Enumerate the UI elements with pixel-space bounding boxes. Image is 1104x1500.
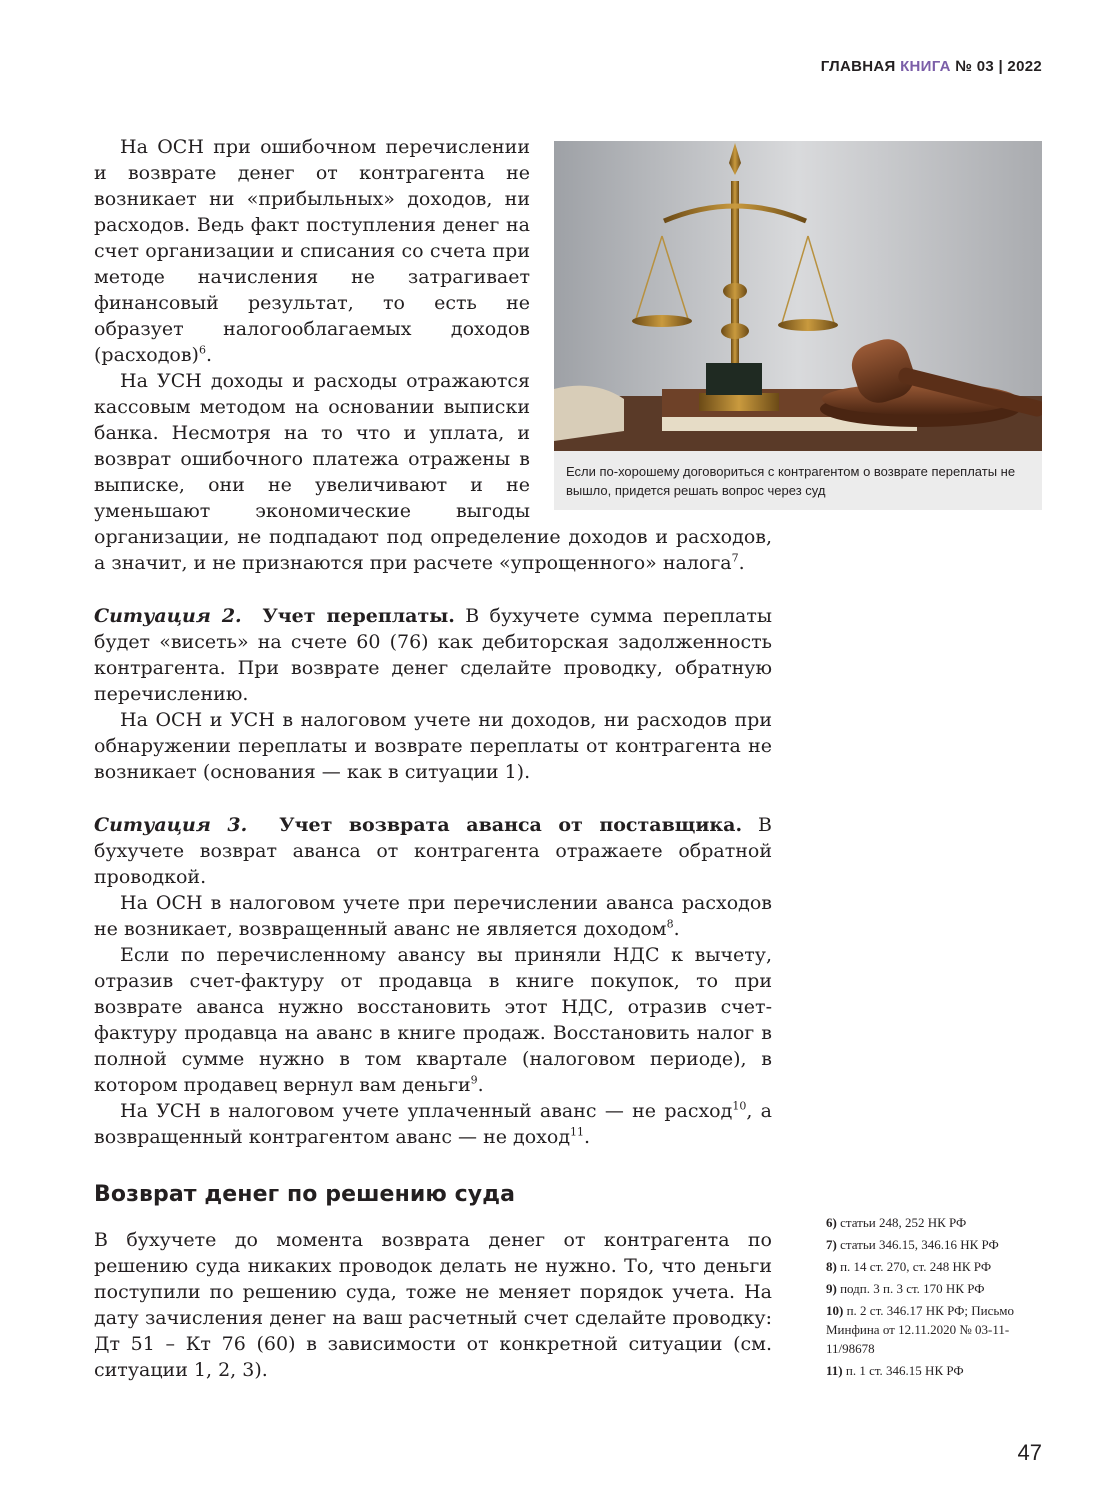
brand-name: ГЛАВНАЯ (820, 58, 896, 75)
situation-3-title: Учет возврата аванса от поставщика. (279, 814, 743, 836)
article-figure (554, 141, 1042, 510)
footnote-item: 9) подп. 3 п. 3 ст. 170 НК РФ (826, 1281, 985, 1296)
footnote-item: 7) статьи 346.15, 346.16 НК РФ (826, 1237, 999, 1252)
situation-2-intro: Ситуация 2. Учет переплаты. В бухучете сумма переплаты будет «висеть» на счете 60 (76) как дебиторская задолженность контрагента. При возврате денег сделайте проводку, обратную перечислению. (94, 605, 772, 705)
situation-3 (94, 812, 772, 1150)
figure-caption: Если по-хорошему договориться с контрагентом о возврате переплаты не вышло, придется решать вопрос через суд (566, 464, 1016, 498)
issue-number: № 03 | 2022 (955, 58, 1042, 75)
footnote-item: 6) статьи 248, 252 НК РФ (826, 1215, 967, 1230)
footnote-ref: 6 (198, 343, 206, 357)
section-paragraph: В бухучете до момента возврата денег от контрагента по решению суда никаких проводок делать не нужно. То, что деньги поступили по решению суда, тоже не меняет порядок учета. На дату зачисления денег на ваш расчетный счет сделайте проводку: Дт 51 – Кт 76 (60) в зависимости от конкретной ситуации (см. ситуации 1, 2, 3). (94, 1229, 772, 1381)
situation-3-label: Ситуация 3. (94, 814, 248, 836)
footnote-item: 8) п. 14 ст. 270, ст. 248 НК РФ (826, 1259, 992, 1274)
footnote-item: 11) п. 1 ст. 346.15 НК РФ (826, 1363, 964, 1378)
brand-accent: КНИГА (900, 58, 951, 75)
page-number: 47 (1017, 1440, 1042, 1465)
scales-and-gavel-image (554, 141, 1042, 451)
situation-3-osn: На ОСН в налоговом учете при перечислении аванса расходов не возникает, возвращенный аванс не является доходом$^8$. (94, 892, 772, 940)
running-header (821, 58, 1042, 75)
situation-2-title: Учет переплаты. (262, 605, 455, 627)
situation-2 (94, 603, 772, 785)
paragraph-usn: На УСН доходы и расходы отражаются кассовым методом на основании выписки банка. Несмотря на то что и уплата, и возврат ошибочного платежа отражены в выписке, они не увеличивают и не уменьшают экономические выгоды организации, не подпадают под определение доходов и расходов, а значит, и не признаются при расчете «упрощенного» налога$^7$. (94, 370, 772, 574)
footnotes-list (826, 1213, 1056, 1383)
footnote-ref: 9 (470, 1073, 478, 1087)
footnote-ref: 10 (732, 1099, 747, 1113)
footnote-ref: 11 (570, 1125, 585, 1139)
footnote-item: 10) п. 2 ст. 346.17 НК РФ; Письмо Минфина от 12.11.2020 № 03-11-11/98678 (826, 1303, 1014, 1356)
situation-3-usn: На УСН в налоговом учете уплаченный аванс — не расход$^{10}$, а возвращенный контрагентом аванс — не доход$^{11}$. (94, 1099, 772, 1148)
section-heading: Возврат денег по решению суда (94, 1182, 516, 1207)
situation-3-vat: Если по перечисленному авансу вы приняли НДС к вычету, отразив счет-фактуру от продавца в книге покупок, то при возврате аванса нужно восстановить этот НДС, отразив счет-фактуру продавца на аванс в книге продаж. Восстановить налог в полной сумме нужно в том квартале (налоговом периоде), в котором продавец вернул вам деньги$^9$. (94, 944, 772, 1096)
footnote-ref: 8 (666, 917, 674, 931)
situation-3-intro: Ситуация 3. Учет возврата аванса от поставщика. В бухучете возврат аванса от контрагента отражаете обратной проводкой. (94, 814, 772, 888)
situation-2-tax: На ОСН и УСН в налоговом учете ни доходов, ни расходов при обнаружении переплаты и возврате переплаты от контрагента не возникает (основания — как в ситуации 1). (94, 709, 772, 783)
situation-2-label: Ситуация 2. (94, 605, 242, 627)
paragraph-osn: На ОСН при ошибочном перечислении и возврате денег от контрагента не возникает ни «прибыльных» доходов, ни расходов. Ведь факт поступления денег на счет организации и списания со счета при методе начисления не затрагивает финансовый результат, то есть не образует налогооблагаемых доходов (расходов)$^6$. (94, 136, 530, 366)
footnote-ref: 7 (731, 551, 739, 565)
